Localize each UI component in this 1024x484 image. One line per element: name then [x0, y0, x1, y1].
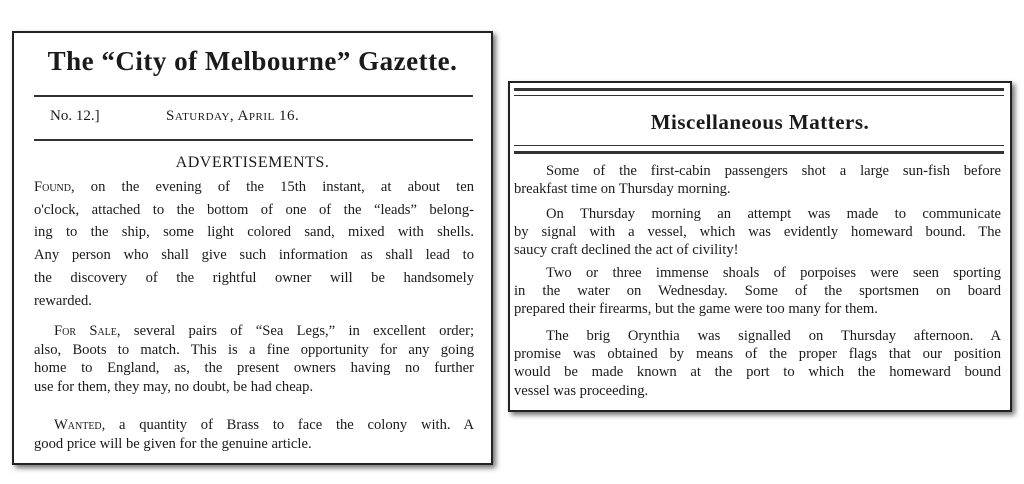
line-text: The brig Orynthia was signalled on Thursday afternoon. A: [546, 328, 1001, 344]
divider: [514, 88, 1004, 91]
line-text: , on the evening of the 15th instant, at about ten: [71, 179, 474, 195]
text-line: [546, 163, 1001, 180]
miscellaneous-matters-clipping: [508, 81, 1012, 412]
text-line: [514, 364, 1001, 381]
text-line: [514, 383, 1001, 400]
line-text: , a quantity of Brass to face the colony with. A: [101, 417, 474, 433]
line-text: , several pairs of “Sea Legs,” in excellent order;: [116, 323, 474, 339]
divider: [514, 151, 1004, 154]
line-text: On Thursday morning an attempt was made to communicate: [546, 206, 1001, 222]
lead-word: For Sale: [54, 323, 117, 339]
line-text: breakfast time on Thursday morning.: [514, 181, 731, 198]
line-text: ing to the ship, some light colored sand, mixed with shells.: [34, 224, 474, 241]
text-line: [514, 242, 1001, 259]
section-heading: ADVERTISEMENTS.: [175, 154, 330, 171]
line-text: prepared their firearms, but the game were too many for them.: [514, 301, 878, 318]
line-text: the discovery of the rightful owner will be handsomely: [34, 269, 474, 286]
line-text: use for them, they may, no doubt, be had cheap.: [34, 378, 314, 395]
divider: [34, 139, 473, 141]
line-text: promise was obtained by means of the proper flags that our position: [514, 346, 1001, 363]
lead-word: Found: [34, 179, 72, 195]
text-line: [34, 224, 474, 241]
divider: [514, 145, 1004, 146]
line-text: also, Boots to match. This is a fine opportunity for any going: [34, 341, 474, 358]
divider: [514, 95, 1004, 96]
text-line: [514, 224, 1001, 241]
text-line: [546, 206, 1001, 223]
line-text: Some of the first-cabin passengers shot a large sun-fish before: [546, 163, 1001, 179]
text-line: [34, 179, 474, 196]
divider: [34, 95, 473, 97]
line-text: rewarded.: [34, 292, 92, 309]
text-line: [34, 293, 474, 310]
text-line: [34, 436, 474, 453]
line-text: would be made known at the port to which the homeward bound: [514, 364, 1001, 381]
text-line: [34, 379, 474, 396]
issue-date: Saturday, April 16.: [166, 108, 300, 124]
text-line: [514, 301, 1001, 318]
text-line: [514, 181, 1001, 198]
line-text: by signal with a vessel, which was evidently homeward bound. The: [514, 224, 1001, 241]
text-line: [34, 342, 474, 359]
text-line: [54, 323, 474, 340]
line-text: home to England, as, the present owners having no further: [34, 360, 474, 377]
line-text: vessel was proceeding.: [514, 382, 649, 399]
line-text: o'clock, attached to the bottom of one of the “leads” belong-: [34, 201, 474, 218]
text-line: [34, 360, 474, 377]
text-line: [34, 202, 474, 219]
issue-number: No. 12.]: [50, 108, 100, 124]
line-text: saucy craft declined the act of civility!: [514, 242, 739, 259]
line-text: Any person who shall give such information as shall lead to: [34, 247, 474, 264]
gazette-advertisements-clipping: [12, 31, 493, 465]
masthead: The “City of Melbourne” Gazette.: [47, 46, 458, 76]
text-line: [514, 283, 1001, 300]
text-line: [34, 270, 474, 287]
text-line: [34, 247, 474, 264]
text-line: [546, 265, 1001, 282]
text-line: [514, 346, 1001, 363]
line-text: in the water on Wednesday. Some of the sportsmen on board: [514, 283, 1001, 300]
section-heading: Miscellaneous Matters.: [650, 110, 870, 134]
line-text: Two or three immense shoals of porpoises were seen sporting: [546, 265, 1001, 281]
text-line: [54, 417, 474, 434]
line-text: good price will be given for the genuine article.: [34, 435, 312, 452]
lead-word: Wanted: [54, 417, 102, 433]
text-line: [546, 328, 1001, 345]
